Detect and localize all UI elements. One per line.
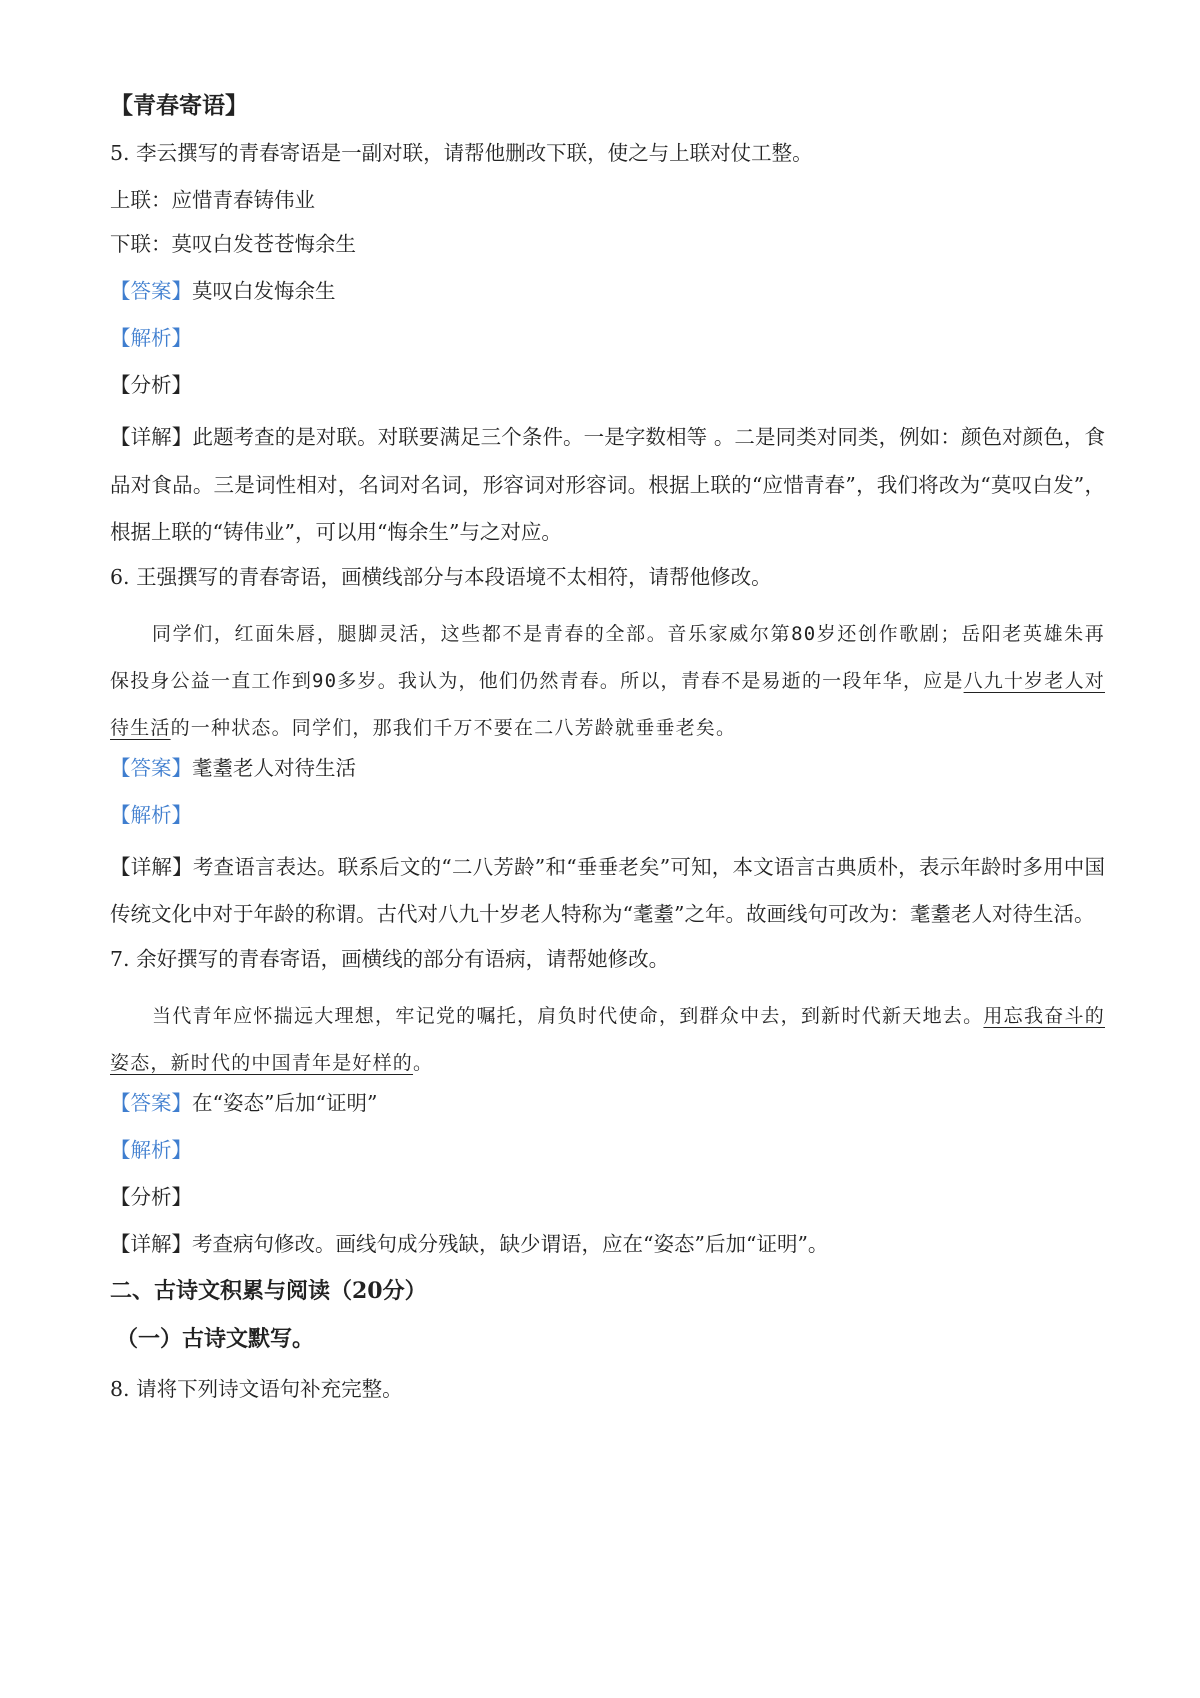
q7-analysis-tag: 【解析】 [110,1137,192,1162]
q6-passage [110,611,1105,752]
q5-detail-text: 此题考查的是对联。对联要满足三个条件。一是字数相等 。二是同类对同类，例如：颜色对颜色，食品对食品。三是词性相对，名词对名词，形容词对形容词。根据上联的“应惜青春”，我们将改为“莫叹白发”，根据上联的“铸伟业”，可以用“悔余生”与之对应。 [110,425,1105,544]
q6-question: 6. 王强撰写的青春寄语，画横线部分与本段语境不太相符，请帮他修改。 [110,564,772,589]
document-page [110,92,1105,1403]
section-title: 【青春寄语】 [110,92,248,119]
q7-passage-text: 当代青年应怀揣远大理想，牢记党的嘱托，肩负时代使命，到群众中去，到新时代新天地去。 [152,1004,984,1027]
q5-analysis-tag: 【解析】 [110,326,192,350]
detail-tag: 【详解】 [110,1231,192,1256]
q7-passage-end: 。 [413,1051,434,1074]
q6-detail [110,844,1105,939]
q6-detail-text: 考查语言表达。联系后文的“二八芳龄”和“垂垂老矣”可知，本文语言古典质朴，表示年龄时多用中国传统文化中对于年龄的称谓。古代对八九十岁老人特称为“耄耋”之年。故画线句可改为：耄耋老人对待生活。 [110,854,1106,926]
q6-analysis-tag [110,802,1105,829]
q7-passage [110,993,1105,1087]
q7-question: 7. 余好撰写的青春寄语，画横线的部分有语病，请帮她修改。 [110,946,670,971]
q7-detail [110,1231,1105,1258]
analysis-tag: 【解析】 [110,802,192,827]
q6-passage-end: 的一种状态。同学们，那我们千万不要在二八芳龄就垂垂老矣。 [170,716,737,739]
q5-fenxi-tag: 【分析】 [110,373,192,397]
q5-lower-couplet: 下联：莫叹白发苍苍悔余生 [110,232,356,256]
q5-question: 5. 李云撰写的青春寄语是一副对联，请帮他删改下联，使之与上联对仗工整。 [110,141,813,165]
q5-answer-text: 莫叹白发悔余生 [192,279,336,303]
q7-underlined-phrase: 用忘我奋斗的姿态，新时代的中国青年是好样的 [110,1004,1105,1074]
q7-detail-text: 考查病句修改。画线句成分残缺，缺少谓语，应在“姿态”后加“证明”。 [192,1231,829,1256]
detail-tag: 【详解】 [110,425,193,449]
q6-passage-text: 同学们，红面朱唇，腿脚灵活，这些都不是青春的全部。音乐家威尔第80岁还创作歌剧；岳阳老英雄朱再保投身公益一直工作到90多岁。我认为，他们仍然青春。所以，青春不是易逝的一段年华，应是 [110,622,1105,692]
q6-underlined-phrase: 八九十岁老人对待生活 [110,669,1105,739]
q7-answer [110,1090,1105,1117]
detail-tag: 【详解】 [110,854,193,879]
q5-detail [110,414,1105,557]
q5-answer [110,278,1105,305]
part2-title: 二、古诗文积累与阅读（20分） [110,1277,427,1304]
answer-tag: 【答案】 [110,279,192,303]
q6-answer [110,755,1105,782]
q6-answer-text: 耄耋老人对待生活 [192,755,356,780]
q8-question: 8. 请将下列诗文语句补充完整。 [110,1376,403,1401]
q7-answer-text: 在“姿态”后加“证明” [192,1090,378,1115]
q5-upper-couplet: 上联：应惜青春铸伟业 [110,188,315,212]
part2-subtitle: （一）古诗文默写。 [116,1325,315,1352]
q7-fenxi-tag: 【分析】 [110,1184,192,1209]
answer-tag: 【答案】 [110,1090,192,1115]
answer-tag: 【答案】 [110,755,192,780]
